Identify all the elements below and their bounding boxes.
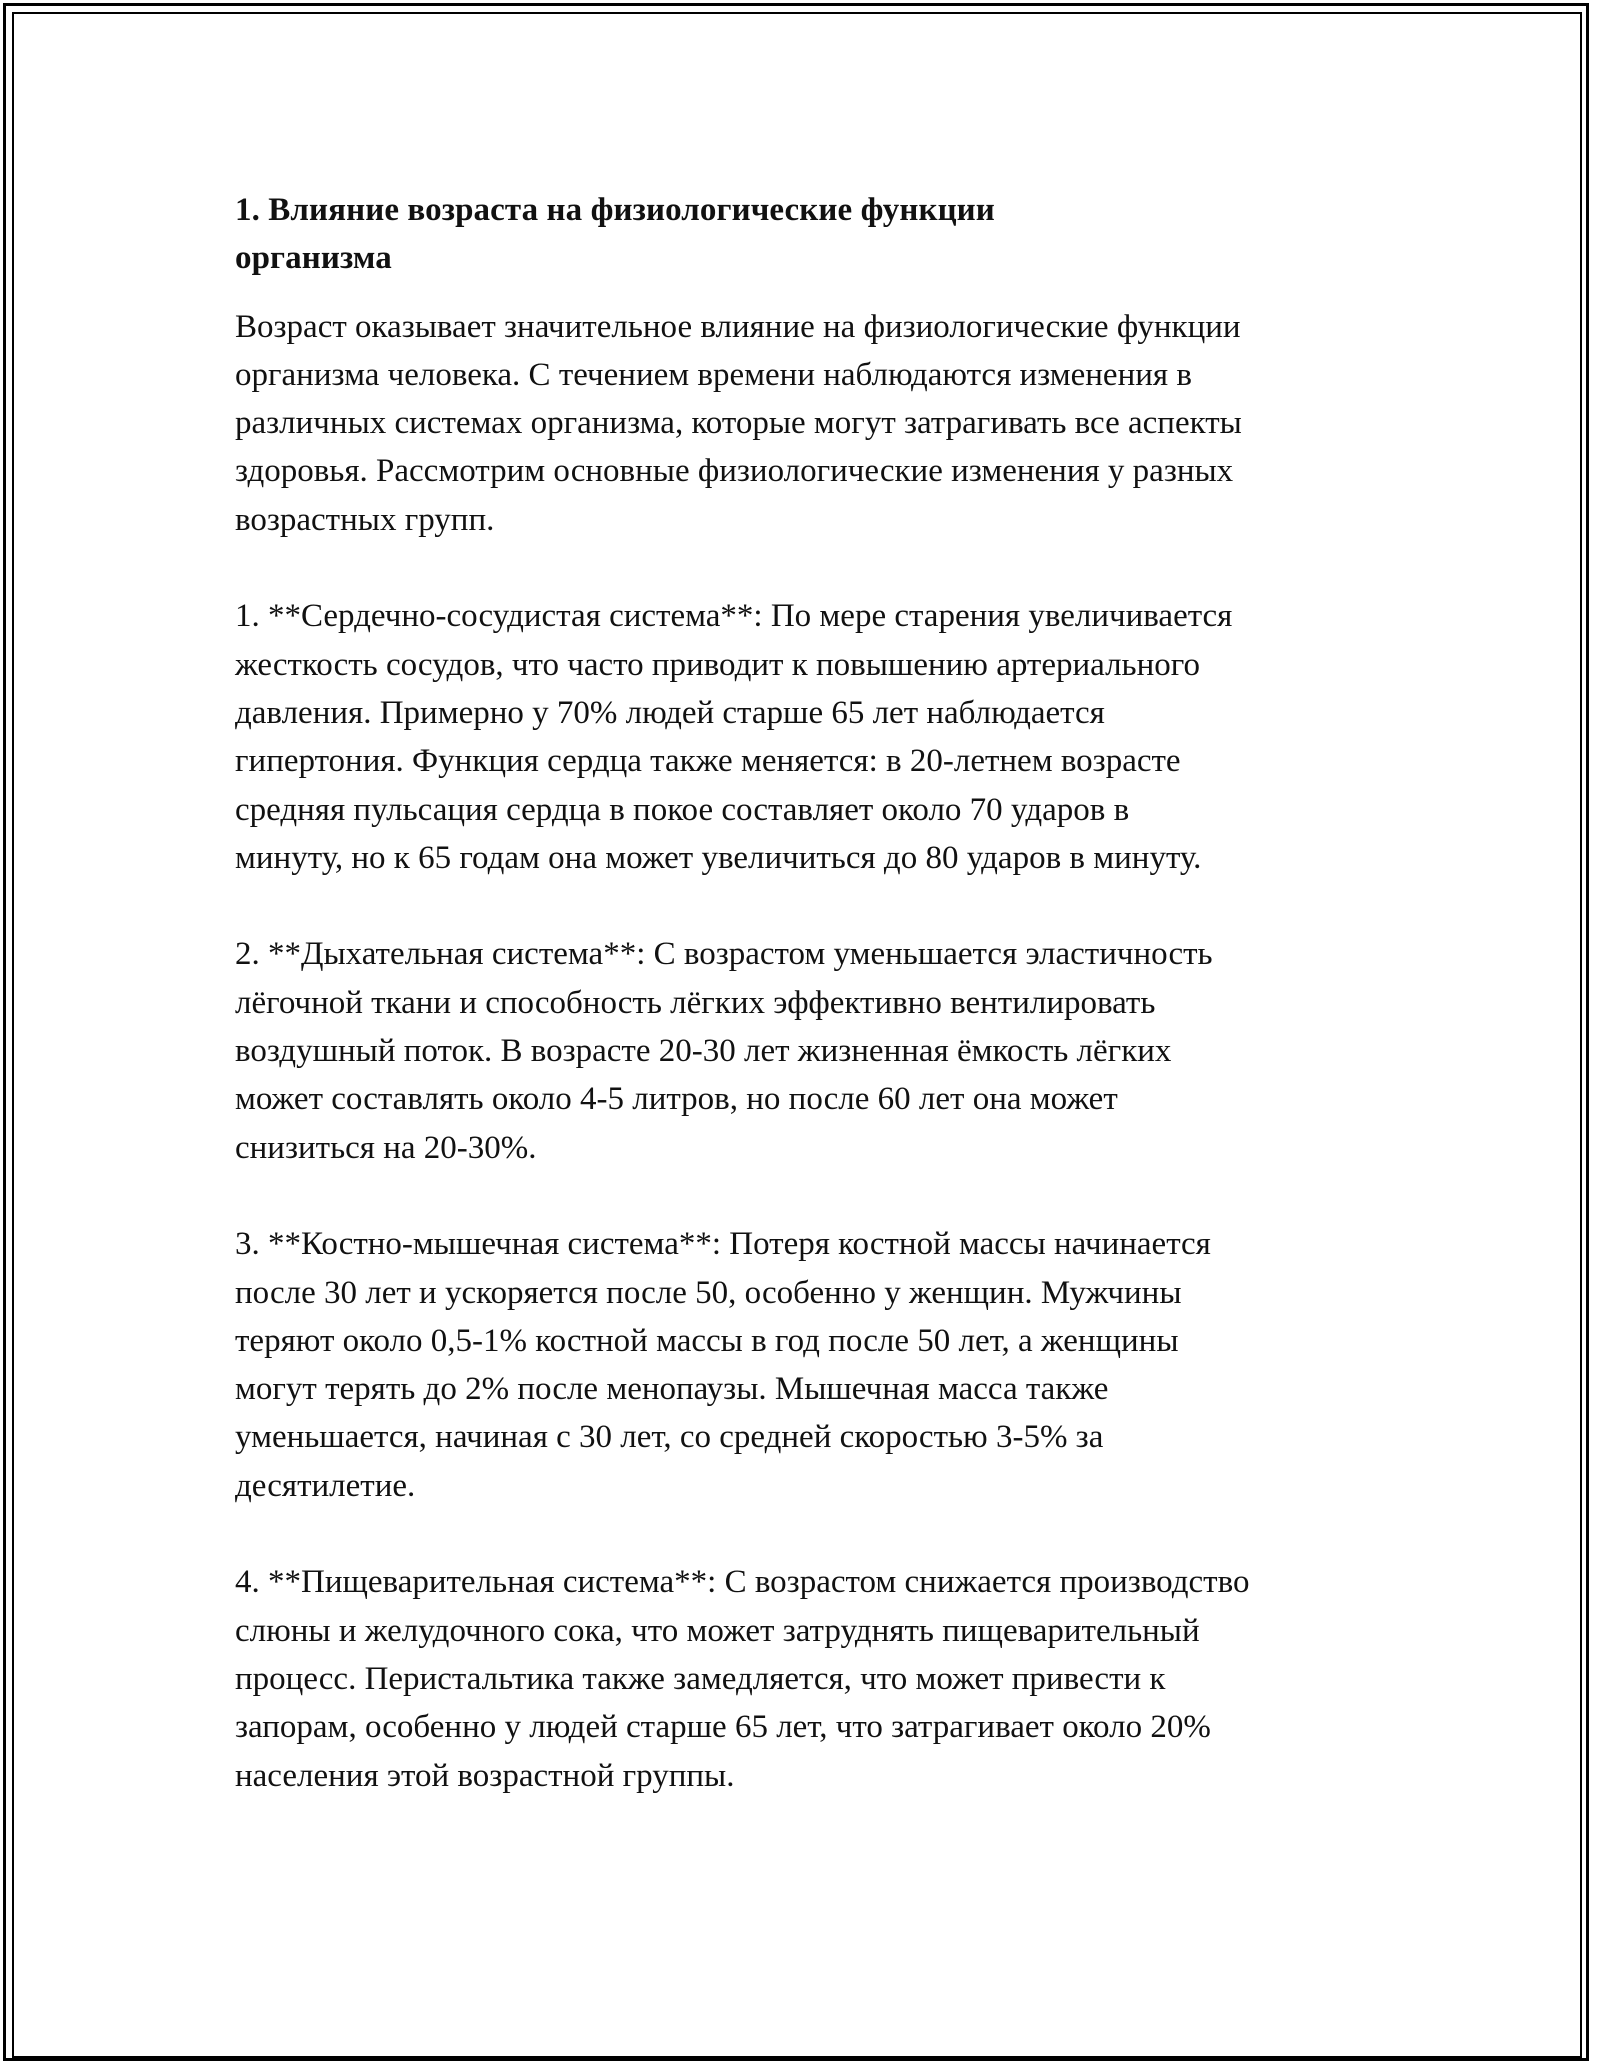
item-musculoskeletal: 3. **Костно-мышечная система**: Потеря костной массы начинается после 30 лет и ускоряется после 50, особенно у женщин. Мужчины теряют около 0,5-1% костной массы в год после 50 лет, а женщины могут терять до 2% после менопаузы. Мышечная масса также уменьшается, начиная с 30 лет, со средней скоростью 3-5% за десятилетие. xyxy=(235,1226,1211,1504)
item-digestive: 4. **Пищеварительная система**: С возрастом снижается производство слюны и желудочного сока, что может затруднять пищеварительный процесс. Перистальтика также замедляется, что может привести к запорам, особенно у людей старше 65 лет, что затрагивает около 20% населения этой возрастной группы. xyxy=(235,1564,1250,1794)
item-cardiovascular: 1. **Сердечно-сосудистая система**: По мере старения увеличивается жесткость сосудов, что часто приводит к повышению артериального давления. Примерно у 70% людей старше 65 лет наблюдается гипертония. Функция сердца также меняется: в 20-летнем возрасте средняя пульсация сердца в покое составляет около 70 ударов в минуту, но к 65 годам она может увеличиться до 80 ударов в минуту. xyxy=(235,598,1233,876)
document-title: 1. Влияние возраста на физиологические функции организма xyxy=(235,192,995,277)
item-respiratory: 2. **Дыхательная система**: С возрастом уменьшается эластичность лёгочной ткани и способность лёгких эффективно вентилировать воздушный поток. В возрасте 20-30 лет жизненная ёмкость лёгких может составлять около 4-5 литров, но после 60 лет она может снизиться на 20-30%. xyxy=(235,936,1213,1166)
document-body xyxy=(235,186,1385,1800)
intro-paragraph: Возраст оказывает значительное влияние на физиологические функции организма человека. С течением времени наблюдаются изменения в различных системах организма, которые могут затрагивать все аспекты здоровья. Рассмотрим основные физиологические изменения у разных возрастных групп. xyxy=(235,308,1242,538)
